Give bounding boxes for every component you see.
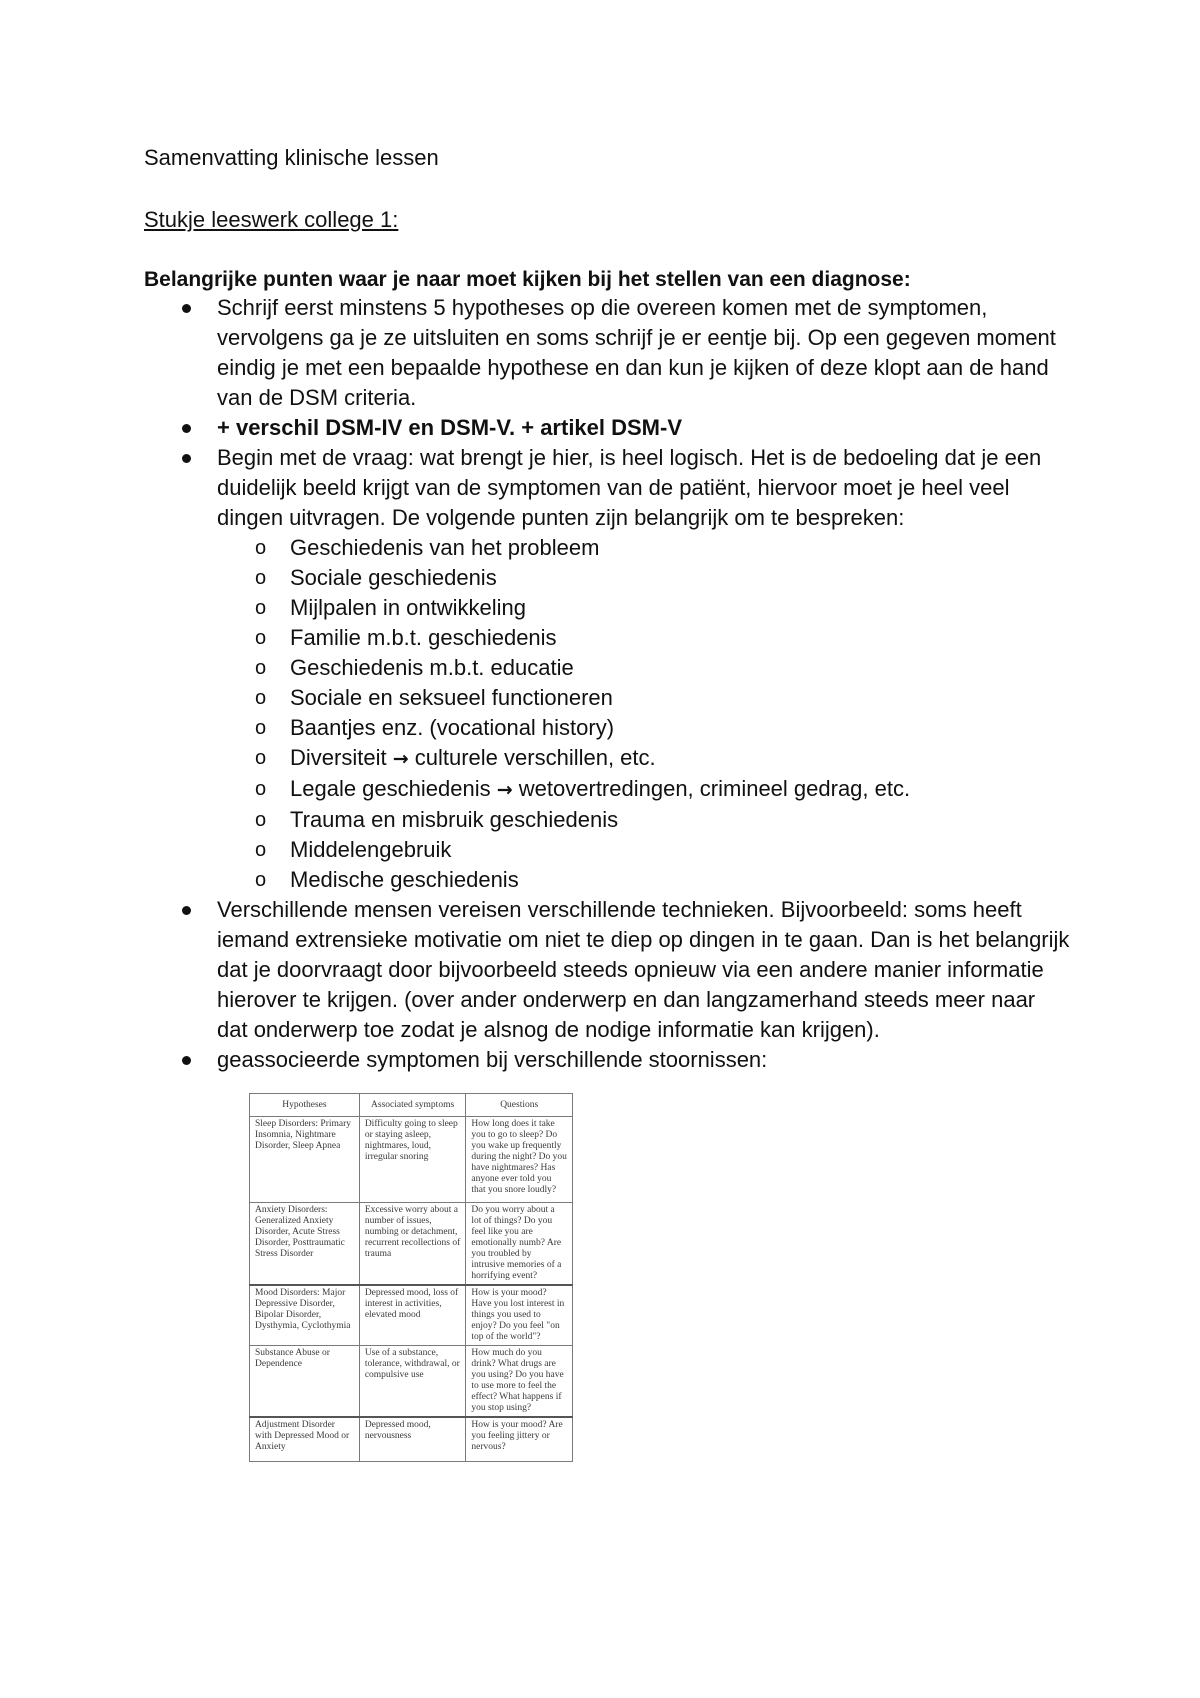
sub-item-text: Sociale geschiedenis [290,565,497,590]
table-row [250,1417,573,1461]
list-item [0,413,1200,443]
circle-bullet-icon: o [255,778,267,800]
sub-item-text: Legale geschiedenis [290,776,491,801]
circle-bullet-icon: o [255,839,267,861]
table-cell: Depressed mood, nervousness [359,1417,466,1461]
table-cell: Mood Disorders: Major Depressive Disorder, Bipolar Disorder, Dysthymia, Cyclothymia [250,1285,360,1346]
circle-bullet-icon: o [255,567,267,589]
list-item [0,1045,1200,1075]
table-cell: Depressed mood, loss of interest in activities, elevated mood [359,1285,466,1346]
table-row [250,1285,573,1346]
section-heading: Belangrijke punten waar je naar moet kijken bij het stellen van een diagnose: [144,268,911,291]
arrow-right-icon: → [496,779,513,801]
sub-item-text: Geschiedenis m.b.t. educatie [290,655,574,680]
sub-list [217,533,1070,895]
document-title: Samenvatting klinische lessen [144,145,439,170]
table-row [250,1117,573,1203]
sub-item-text: Medische geschiedenis [290,867,519,892]
table-cell: Do you worry about a lot of things? Do you feel like you are emotionally numb? Are you troubled by intrusive memories of a horrifying event? [466,1203,573,1286]
table-cell: How long does it take you to go to sleep? Do you wake up frequently during the night? Do you have nightmares? Has anyone ever told you that you snore loudly? [466,1117,573,1203]
table-row [250,1203,573,1286]
sub-list-item [217,653,1070,683]
sub-list-item [217,683,1070,713]
sub-list-item [217,805,1070,835]
table-cell: Anxiety Disorders: Generalized Anxiety Disorder, Acute Stress Disorder, Posttraumatic Stress Disorder [250,1203,360,1286]
sub-item-text: Baantjes enz. (vocational history) [290,715,615,740]
sub-item-text: Mijlpalen in ontwikkeling [290,595,527,620]
sub-list-item [217,563,1070,593]
sub-list-item [217,533,1070,563]
sub-list-item [217,593,1070,623]
sub-item-text: Familie m.b.t. geschiedenis [290,625,557,650]
bullet-text: Begin met de vraag: wat brengt je hier, is heel logisch. Het is de bedoeling dat je een duidelijk beeld krijgt van de symptomen van de patiënt, hiervoor moet je heel veel dingen uitvragen. De volgende punten zijn belangrijk om te bespreken: [217,445,1042,530]
bullet-list [0,293,1200,1075]
arrow-right-icon: → [392,748,409,770]
symptoms-table [249,1093,573,1462]
sub-list-item [217,743,1070,774]
circle-bullet-icon: o [255,809,267,831]
table-cell: How is your mood? Are you feeling jittery or nervous? [466,1417,573,1461]
circle-bullet-icon: o [255,537,267,559]
list-item [0,293,1200,413]
sub-item-text: Sociale en seksueel functioneren [290,685,613,710]
table-cell: Use of a substance, tolerance, withdrawal, or compulsive use [359,1346,466,1418]
circle-bullet-icon: o [255,627,267,649]
table-cell: How much do you drink? What drugs are you using? Do you have to use more to feel the effect? What happens if you stop using? [466,1346,573,1418]
sub-item-text: Trauma en misbruik geschiedenis [290,807,619,832]
table-cell: Excessive worry about a number of issues, numbing or detachment, recurrent recollections of trauma [359,1203,466,1286]
sub-list-item [217,774,1070,805]
bullet-text: geassocieerde symptomen bij verschillende stoornissen: [217,1047,768,1072]
table-header-row [250,1094,573,1117]
bullet-icon [182,454,191,463]
sub-item-text-after: wetovertredingen, crimineel gedrag, etc. [518,776,911,801]
list-item [0,443,1200,895]
circle-bullet-icon: o [255,869,267,891]
table-row [250,1346,573,1418]
bullet-text: Verschillende mensen vereisen verschillende technieken. Bijvoorbeeld: soms heeft iemand extrensieke motivatie om niet te diep op dingen in te gaan. Dan is het belangrijk dat je doorvraagt door bijvoorbeeld steeds opnieuw via een andere manier informatie hierover te krijgen. (over ander onderwerp en dan langzamerhand steeds meer naar dat onderwerp toe zodat je alsnog de nodige informatie kan krijgen). [217,897,1070,1042]
scanned-table-image [249,1093,573,1452]
circle-bullet-icon: o [255,687,267,709]
sub-item-text: Diversiteit [290,745,387,770]
bullet-icon [182,304,191,313]
bullet-icon [182,906,191,915]
column-header: Questions [466,1094,573,1117]
circle-bullet-icon: o [255,747,267,769]
circle-bullet-icon: o [255,657,267,679]
sub-item-text: Middelengebruik [290,837,452,862]
sub-list-item [217,865,1070,895]
sub-list-item [217,623,1070,653]
sub-list-item [217,713,1070,743]
column-header: Hypotheses [250,1094,360,1117]
table-cell: Substance Abuse or Dependence [250,1346,360,1418]
bullet-text: + verschil DSM-IV en DSM-V. + artikel DSM-V [217,415,683,440]
section-subtitle: Stukje leeswerk college 1: [144,207,399,232]
sub-item-text-after: culturele verschillen, etc. [414,745,656,770]
table-cell: Difficulty going to sleep or staying asleep, nightmares, loud, irregular snoring [359,1117,466,1203]
bullet-icon [182,424,191,433]
column-header: Associated symptoms [359,1094,466,1117]
circle-bullet-icon: o [255,717,267,739]
bullet-text: Schrijf eerst minstens 5 hypotheses op die overeen komen met de symptomen, vervolgens ga je ze uitsluiten en soms schrijf je er eentje bij. Op een gegeven moment eindig je met een bepaalde hypothese en dan kun je kijken of deze klopt aan de hand van de DSM criteria. [217,295,1056,410]
circle-bullet-icon: o [255,597,267,619]
list-item [0,895,1200,1045]
sub-list-item [217,835,1070,865]
table-cell: How is your mood? Have you lost interest in things you used to enjoy? Do you feel "on top of the world"? [466,1285,573,1346]
bullet-icon [182,1056,191,1065]
sub-item-text: Geschiedenis van het probleem [290,535,600,560]
table-cell: Sleep Disorders: Primary Insomnia, Nightmare Disorder, Sleep Apnea [250,1117,360,1203]
table-cell: Adjustment Disorder with Depressed Mood or Anxiety [250,1417,360,1461]
